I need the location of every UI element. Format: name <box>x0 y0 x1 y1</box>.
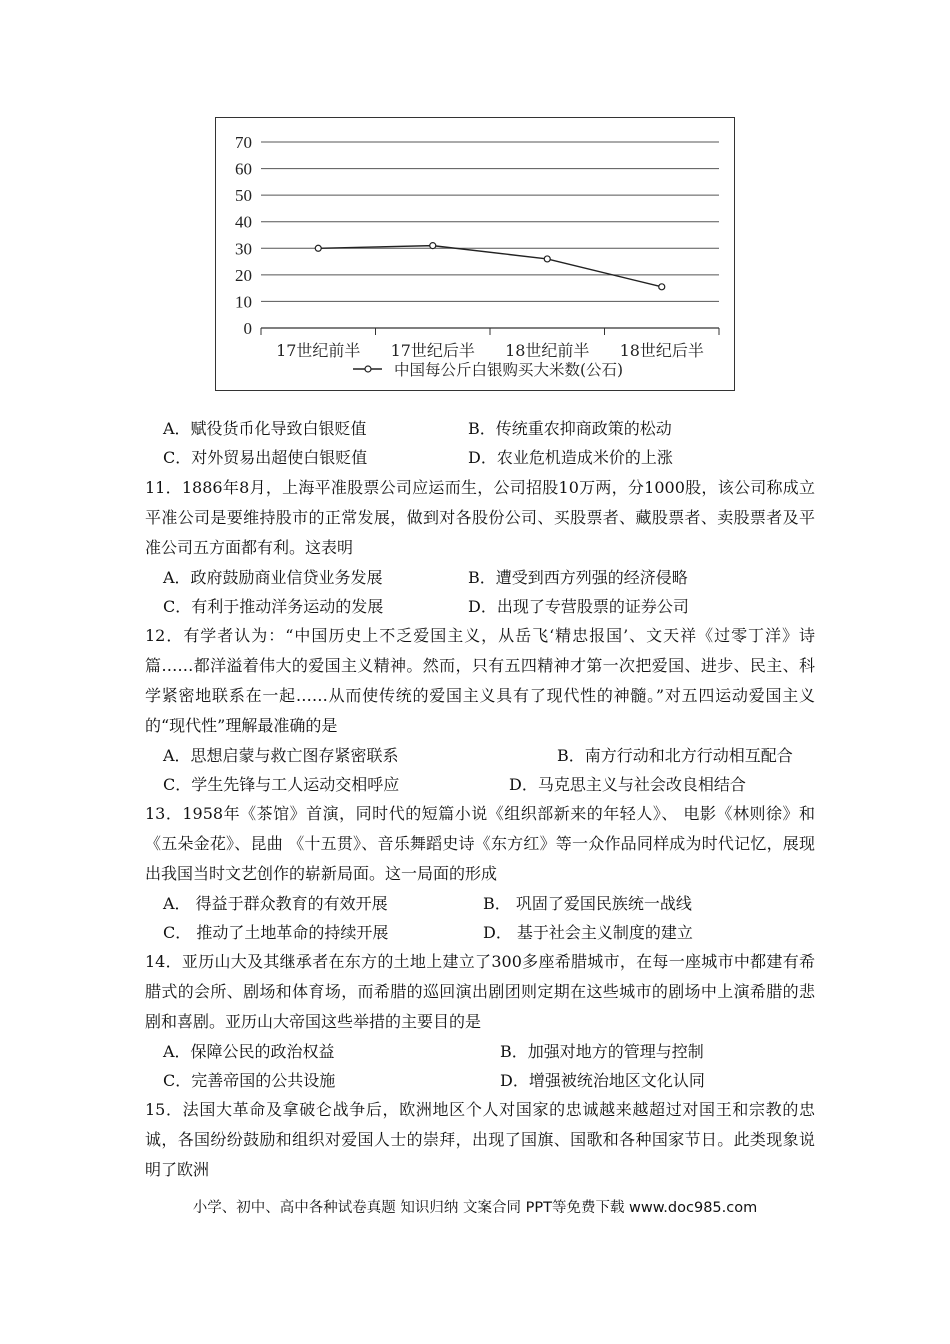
x-tick-label-0: 17世纪前半 <box>276 341 361 360</box>
y-tick-label-30: 30 <box>235 239 252 259</box>
q13-options-row2 <box>145 918 815 947</box>
q11-option-a[interactable]: A．政府鼓励商业信贷业务发展 <box>163 568 383 587</box>
q11-options-row1 <box>145 563 815 592</box>
q12-options-row2 <box>145 770 815 799</box>
q11-option-b[interactable]: B．遭受到西方列强的经济侵略 <box>468 568 688 587</box>
y-tick-label-10: 10 <box>235 292 252 312</box>
data-point-0 <box>315 245 321 251</box>
q13-options-row1 <box>145 889 815 918</box>
q10-options-row2 <box>145 443 815 472</box>
q10-option-a[interactable]: A．赋役货币化导致白银贬值 <box>163 419 367 438</box>
data-point-2 <box>544 256 550 262</box>
q13-stem: 13．1958年《茶馆》首演，同时代的短篇小说《组织部新来的年轻人》、 电影《林则徐》和《五朵金花》、昆曲 《十五贯》、音乐舞蹈史诗《东方红》等一众作品同样成为时代记忆，展现出我国当时文艺创作的崭新局面。这一局面的形成 <box>145 804 815 883</box>
q13-option-d[interactable]: D． 基于社会主义制度的建立 <box>483 923 693 942</box>
q11-option-d[interactable]: D．出现了专营股票的证券公司 <box>468 597 689 616</box>
q11-options-row2 <box>145 592 815 621</box>
q12-option-a[interactable]: A．思想启蒙与救亡图存紧密联系 <box>163 746 399 765</box>
legend-label: 中国每公斤白银购买大米数(公石) <box>394 361 624 379</box>
q11-stem: 11．1886年8月，上海平准股票公司应运而生，公司招股10万两，分1000股，该公司称成立平准公司是要维持股市的正常发展，做到对各股份公司、买股票者、藏股票者、卖股票者及平准公司五方面都有利。这表明 <box>145 478 815 557</box>
q13-option-b[interactable]: B． 巩固了爱国民族统一战线 <box>483 894 692 913</box>
q12-option-b[interactable]: B．南方行动和北方行动相互配合 <box>557 746 793 765</box>
y-tick-label-50: 50 <box>235 186 252 206</box>
question-list <box>145 414 815 1185</box>
q14-option-b[interactable]: B．加强对地方的管理与控制 <box>500 1042 704 1061</box>
q13-option-a[interactable]: A． 得益于群众教育的有效开展 <box>163 894 388 913</box>
x-tick-label-2: 18世纪前半 <box>505 341 590 360</box>
q10-options-row1 <box>145 414 815 443</box>
q10-option-b[interactable]: B．传统重农抑商政策的松动 <box>468 419 672 438</box>
q14-options-row1 <box>145 1037 815 1066</box>
x-tick-label-3: 18世纪后半 <box>619 341 704 360</box>
y-tick-label-0: 0 <box>243 319 252 338</box>
y-tick-label-20: 20 <box>235 265 252 285</box>
q10-option-c[interactable]: C．对外贸易出超使白银贬值 <box>163 448 368 467</box>
data-point-1 <box>430 243 436 249</box>
legend-marker <box>365 366 371 372</box>
q14-option-a[interactable]: A．保障公民的政治权益 <box>163 1042 335 1061</box>
y-tick-label-70: 70 <box>235 133 252 152</box>
q12-options-row1 <box>145 741 815 770</box>
q14-stem: 14．亚历山大及其继承者在东方的土地上建立了300多座希腊城市，在每一座城市中都建有希腊式的会所、剧场和体育场，而希腊的巡回演出剧团则定期在这些城市的剧场中上演希腊的悲剧和喜剧。亚历山大帝国这些举措的主要目的是 <box>145 952 815 1031</box>
q10-option-d[interactable]: D．农业危机造成米价的上涨 <box>468 448 673 467</box>
q14-option-c[interactable]: C．完善帝国的公共设施 <box>163 1071 336 1090</box>
q11-option-c[interactable]: C．有利于推动洋务运动的发展 <box>163 597 384 616</box>
silver-rice-chart <box>215 117 735 391</box>
y-tick-label-60: 60 <box>235 159 252 179</box>
q14-options-row2 <box>145 1066 815 1095</box>
y-tick-label-40: 40 <box>235 212 252 232</box>
q14-option-d[interactable]: D．增强被统治地区文化认同 <box>500 1071 705 1090</box>
series-line <box>318 246 662 287</box>
q15-stem: 15．法国大革命及拿破仑战争后，欧洲地区个人对国家的忠诚越来越超过对国王和宗教的忠诚，各国纷纷鼓励和组织对爱国人士的崇拜，出现了国旗、国歌和各种国家节日。此类现象说明了欧洲 <box>145 1100 815 1179</box>
page-footer: 小学、初中、高中各种试卷真题 知识归纳 文案合同 PPT等免费下载 www.doc985.com <box>192 1200 758 1216</box>
q12-option-d[interactable]: D．马克思主义与社会改良相结合 <box>509 775 746 794</box>
q12-option-c[interactable]: C．学生先锋与工人运动交相呼应 <box>163 775 400 794</box>
q13-option-c[interactable]: C． 推动了土地革命的持续开展 <box>163 923 389 942</box>
x-tick-label-1: 17世纪后半 <box>390 341 475 360</box>
q12-stem: 12．有学者认为：“中国历史上不乏爱国主义，从岳飞‘精忠报国’、文天祥《过零丁洋》诗篇……都洋溢着伟大的爱国主义精神。然而，只有五四精神才第一次把爱国、进步、民主、科学紧密地联系在一起……从而使传统的爱国主义具有了现代性的神髓。”对五四运动爱国主义的“现代性”理解最准确的是 <box>145 626 815 735</box>
data-point-3 <box>659 284 665 290</box>
line-chart-svg <box>216 118 736 392</box>
